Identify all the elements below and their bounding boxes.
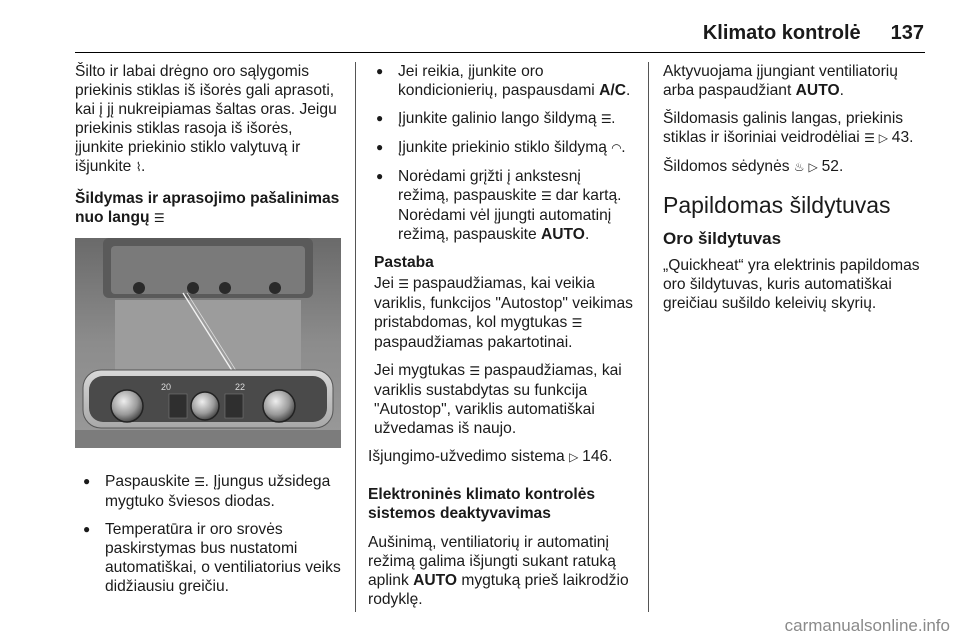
- auto-key-label: AUTO: [795, 82, 840, 99]
- note-paragraph-1: Jei ☰ paspaudžiamas, kai veikia variklis, funkcijos "Autostop" veikimas pristabdomas, kol mygtukas ☰ paspaudžiamas pakartotinai.: [374, 275, 633, 351]
- heated-seats-ref: Šildomos sėdynės ♨ ▷ 52.: [663, 158, 844, 175]
- defrost-icon: ☰: [194, 475, 205, 489]
- auto-key-label: AUTO: [413, 572, 457, 589]
- instructions-list-1: [75, 472, 343, 596]
- defrost-icon: ☰: [398, 277, 409, 291]
- defrost-icon: ☰: [153, 211, 165, 225]
- climate-panel-photo: [75, 238, 341, 448]
- instructions-list-2: [368, 62, 634, 244]
- chapter-title: Klimato kontrolė: [702, 22, 861, 44]
- list-item: ● Temperatūra ir oro srovės paskirstymas bus nustatomi automatiškai, o ventiliatorius veiks didžiausiu greičiu.: [75, 520, 343, 596]
- column-divider-1: [355, 62, 356, 612]
- subsection-title: Oro šildytuvas: [663, 229, 782, 248]
- note-paragraph-2: Jei mygtukas ☰ paspaudžiamas, kai variklis sustabdytas su funkcija "Autostop", variklis automatiškai užvedamas iš naujo.: [374, 362, 622, 437]
- page-ref-arrow-icon: ▷: [569, 450, 578, 464]
- deactivation-paragraph: Aušinimą, ventiliatorių ir automatinį režimą galima išjungti sukant ratuką aplink AUTO mygtuką prieš laikrodžio rodyklę.: [368, 534, 629, 608]
- column-2: [368, 62, 634, 618]
- page-ref-arrow-icon: ▷: [808, 160, 818, 174]
- column-1: [75, 62, 343, 605]
- section-heading: Šildymas ir aprasojimo pašalinimas nuo langų ☰: [75, 190, 340, 226]
- quickheat-paragraph: „Quickheat“ yra elektrinis papildomas oro šildytuvas, kuris automatiškai greičiau sušildo keleivių skyrių.: [663, 257, 920, 312]
- defrost-icon: ☰: [571, 316, 582, 330]
- photo-label-right-temp: 22: [235, 382, 246, 392]
- auto-key-label: AUTO: [541, 226, 585, 243]
- header-rule: [75, 52, 925, 53]
- cross-reference: Išjungimo-užvedimo sistema ▷ 146.: [368, 448, 613, 465]
- wiper-icon: ⌇: [135, 160, 142, 174]
- list-item: ● Jei reikia, įjunkite oro kondicionierių, paspausdami A/C.: [368, 62, 634, 100]
- defrost-icon: ☰: [864, 131, 875, 145]
- page-number: 137: [890, 22, 924, 44]
- activation-paragraph: Aktyvuojama įjungiant ventiliatorių arba paspaudžiant AUTO.: [663, 63, 898, 99]
- list-item: ● Norėdami grįžti į ankstesnį režimą, paspauskite ☰ dar kartą. Norėdami vėl įjungti automatinį režimą, paspauskite AUTO.: [368, 167, 634, 244]
- column-3: [663, 62, 929, 322]
- ac-key-label: A/C: [599, 82, 626, 99]
- note-block: [368, 253, 634, 438]
- rear-window-heat-icon: ☰: [600, 112, 612, 126]
- note-title: Pastaba: [374, 254, 434, 271]
- intro-paragraph: Šilto ir labai drėgno oro sąlygomis priekinis stiklas iš išorės gali aprasoti, kai į jį nukreipiamas šaltas oras. Jeigu priekinis stiklas rasoja iš išorės, įjunkite priekinio stiklo valytuvą ir išjunkite ⌇.: [75, 63, 337, 175]
- list-item: ● Įjunkite priekinio stiklo šildymą ◠.: [368, 138, 634, 158]
- section-title: Papildomas šildytuvas: [663, 192, 891, 218]
- page-ref-arrow-icon: ▷: [878, 131, 888, 145]
- defrost-icon: ☰: [469, 364, 480, 378]
- list-item: ● Įjunkite galinio lango šildymą ☰.: [368, 109, 634, 129]
- column-divider-2: [648, 62, 649, 612]
- heated-seat-icon: ♨: [793, 160, 805, 174]
- watermark: carmanualsonline.info: [784, 616, 950, 635]
- section-heading: Elektroninės klimato kontrolės sistemos deaktyvavimas: [368, 486, 596, 522]
- heated-windows-ref: Šildomasis galinis langas, priekinis stiklas ir išoriniai veidrodėliai ☰ ▷ 43.: [663, 110, 914, 146]
- defrost-icon: ☰: [541, 189, 552, 203]
- list-item: ● Paspauskite ☰. Įjungus užsidega mygtuko šviesos diodas.: [75, 472, 343, 511]
- photo-label-left-temp: 20: [161, 382, 172, 392]
- page-header: [703, 22, 924, 45]
- windscreen-heat-icon: ◠: [611, 141, 622, 155]
